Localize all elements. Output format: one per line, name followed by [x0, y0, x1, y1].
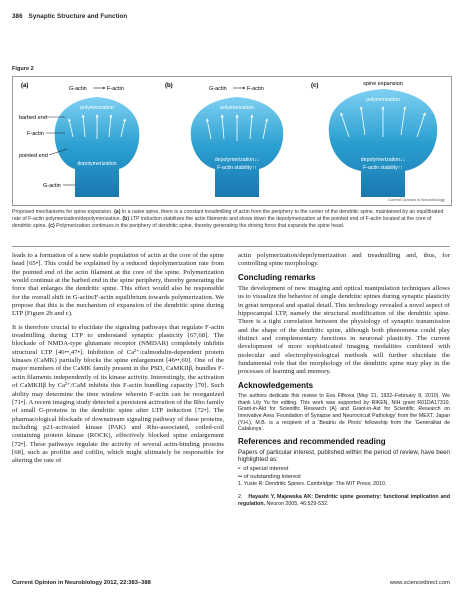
reference-2-authors: Hayashi Y, Majewska AK: Dendritic spine geometry: functional implication and regulation.	[238, 493, 450, 508]
legend-outstanding: •• of outstanding interest	[238, 474, 301, 481]
pointed-end-label: pointed end	[19, 153, 48, 159]
panel-c-depolymerization: depolymerization↓↓	[360, 157, 406, 163]
footer-url[interactable]: www.sciencedirect.com	[389, 580, 450, 586]
panel-b-depolymerization: depolymerization↓↓	[214, 157, 260, 163]
left-column	[12, 252, 224, 471]
panel-b-factin: F-actin	[247, 86, 264, 92]
page-footer	[12, 580, 450, 589]
panel-a-gactin-top: G-actin	[69, 86, 87, 92]
right-paragraph-1: actin polymerization/depolymerization and treadmilling and, thus, for controlling spine morphology.	[238, 252, 450, 268]
figure-2	[12, 76, 452, 206]
figure-illustration	[13, 77, 451, 205]
spine-a	[55, 97, 140, 197]
left-paragraph-2: It is therefore crucial to elucidate the signaling pathways that regulate F-actin treadmilling during LTP to understand synaptic plasticity [67,68]. The blockade of NMDA-type glutamate receptor (NMDAR) completely inhibits structural LTP [46••,47•]. Inhibition of Ca²⁺/calmodulin-dependent protein kinases (CaMK) partially blocks the spine enlargement [46••,69]. One of the major members of the CaMK family present in the PSD, CaMKIIβ, bundles F-actin filaments independently of its kinase activity. Interestingly, the activation of CaMKIIβ by Ca²⁺/CaM inhibits this F-actin bundling capacity [70]. Such ability may determine the time window wherein F-actin can be reorganized [71•]. A recent imaging study detected a persistent activation of the Rho family of small G-proteins in the dendritic spine after LTP induction [72•]. The pharmacological blockade of downstream signaling pathway of these proteins, including p21-activated kinase (PAK) and Rho-associated, coiled-coil containing protein kinase (ROCK), effectively blocked spine enlargement [72•]. These pathways regulate the activity of several actin-binding proteins [68], such as profilin and cofilin, which might ultimately be responsible for altering the rate of	[12, 323, 224, 465]
caption-c-label: (c)	[48, 223, 55, 229]
spine-b	[191, 97, 284, 197]
legend-special: • of special interest	[238, 466, 289, 473]
caption-b-label: (b)	[122, 216, 130, 222]
journal-section: Synaptic Structure and Function	[28, 13, 128, 20]
caption-a-text: In a naive spine, there is a constant treadmilling of actin from the periphery to the center of the dendritic spine, maintained by an equilibrated rate of F-actin polymerization/depolymerization.	[12, 209, 444, 222]
running-header	[12, 13, 133, 20]
panel-b-polymerization: polymerization	[220, 105, 254, 111]
caption-intro: Proposed mechanisms for spine expansion.	[12, 209, 115, 215]
reference-1: 1. Yuste R: Dendritic Spines. Cambridge: The MIT Press; 2010.	[238, 481, 387, 488]
ack-heading: Acknowledgements	[238, 380, 314, 390]
refs-heading: References and recommended reading	[238, 436, 386, 446]
panel-a-letter: (a)	[21, 83, 29, 89]
reference-2-rest: Neuron 2005, 46:529-532.	[265, 501, 329, 508]
panel-b-letter: (b)	[165, 83, 173, 89]
reference-2	[238, 494, 450, 509]
panel-a-gactin-bottom: G-actin	[43, 183, 61, 189]
figure-caption	[12, 209, 450, 230]
caption-a-label: (a)	[114, 209, 121, 215]
panel-b-stability: F-actin stability↑↑	[217, 165, 257, 171]
panel-a-factin-top: F-actin	[107, 86, 124, 92]
panel-c-polymerization: polymerization	[366, 97, 400, 103]
panel-c-letter: (c)	[311, 83, 319, 89]
caption-c-text: Polymerization continues in the periphery of dendritic spine, thereby generating the driving force that expands the spine head.	[54, 223, 345, 229]
caption-divider	[12, 246, 450, 247]
spine-c	[329, 89, 437, 197]
bullet-icon: •	[238, 466, 244, 473]
panel-a-polymerization: polymerization	[80, 105, 114, 111]
figure-copyright: Current Opinion in Neurobiology	[387, 197, 445, 202]
ack-text: The authors dedicate this review to Eva Fifkova (May 21, 1932–February 8, 2010). We thank Lily Yu for editing. This work was supported by RIKEN, NIH grant R01DA17310, Grant-in-Aid for Scientific Research (A) and Grant-in-Aid for Scientific Research on Innovative Area ‘Foundation of Synapse and Neurocircuit Pathology’ from the MEXT, Japan (Y.H.), M.B. is a recipient of a ‘Beatriu de Pinós’ fellowship from the ‘Generalitat de Catalunya’.	[238, 393, 450, 433]
figure-label: Figure 2	[12, 66, 34, 72]
panel-a-depolymerization: depolymerization	[77, 161, 117, 167]
concluding-heading: Concluding remarks	[238, 272, 316, 282]
concluding-text: The development of new imaging and optical manipulation techniques allows us to visualize the behavior of single dendritic spines during synaptic plasticity in great temporal and spatial detail. This technology revealed a novel aspect of hippocampal LTP, namely the structural modification of the dendritic spine. There is a tight correlation between the physiology of synaptic transmission and the shape of the dendritic spine, although both phenomena could play distinct and complementary functions in neuronal plasticity. The current development of more sophisticated imaging modalities combined with molecular and electrophysiological methods will further elucidate the fundamental role that the morphology of the dendritic spine may play in the processes of learning and memory.	[238, 285, 450, 376]
double-bullet-icon: ••	[238, 474, 244, 481]
right-column	[238, 252, 450, 514]
page-number: 386	[12, 13, 23, 20]
panel-c-stability: F-actin stability↑↑	[363, 165, 403, 171]
reference-2-number: 2.	[238, 493, 243, 500]
refs-intro: Papers of particular interest, published within the period of review, have been highlighted as:	[238, 449, 450, 464]
left-paragraph-1: leads to a formation of a new stable population of actin at the core of the spine head [65•]. This could be explained by a reduced depolymerization rate from the pointed end of the actin filament at the core of the spine. Polymerization would continue at the barbed end in the spine periphery, thereby generating the force that enlarges the dendritic spine. This effect would also be responsible for the overall shift in G-actin/F-actin equilibrium towards polymerization. We propose that this is the mechanism of expansion of the dendritic spine during LTP (Figure 2b and c).	[12, 252, 224, 318]
panel-b-gactin: G-actin	[209, 86, 227, 92]
footer-journal: Current Opinion in Neurobiology 2012, 22:383–388	[12, 580, 151, 586]
caption-b-text: LTP induction stabilizes the actin filaments and slows down the depolymerization at the pointed end of F-actin located at the core of dendritic spine.	[12, 216, 432, 229]
spine-expansion-label: spine expansion	[363, 81, 403, 87]
factin-side-label: F-actin	[27, 131, 44, 137]
barbed-end-label: barbed end	[19, 115, 47, 121]
